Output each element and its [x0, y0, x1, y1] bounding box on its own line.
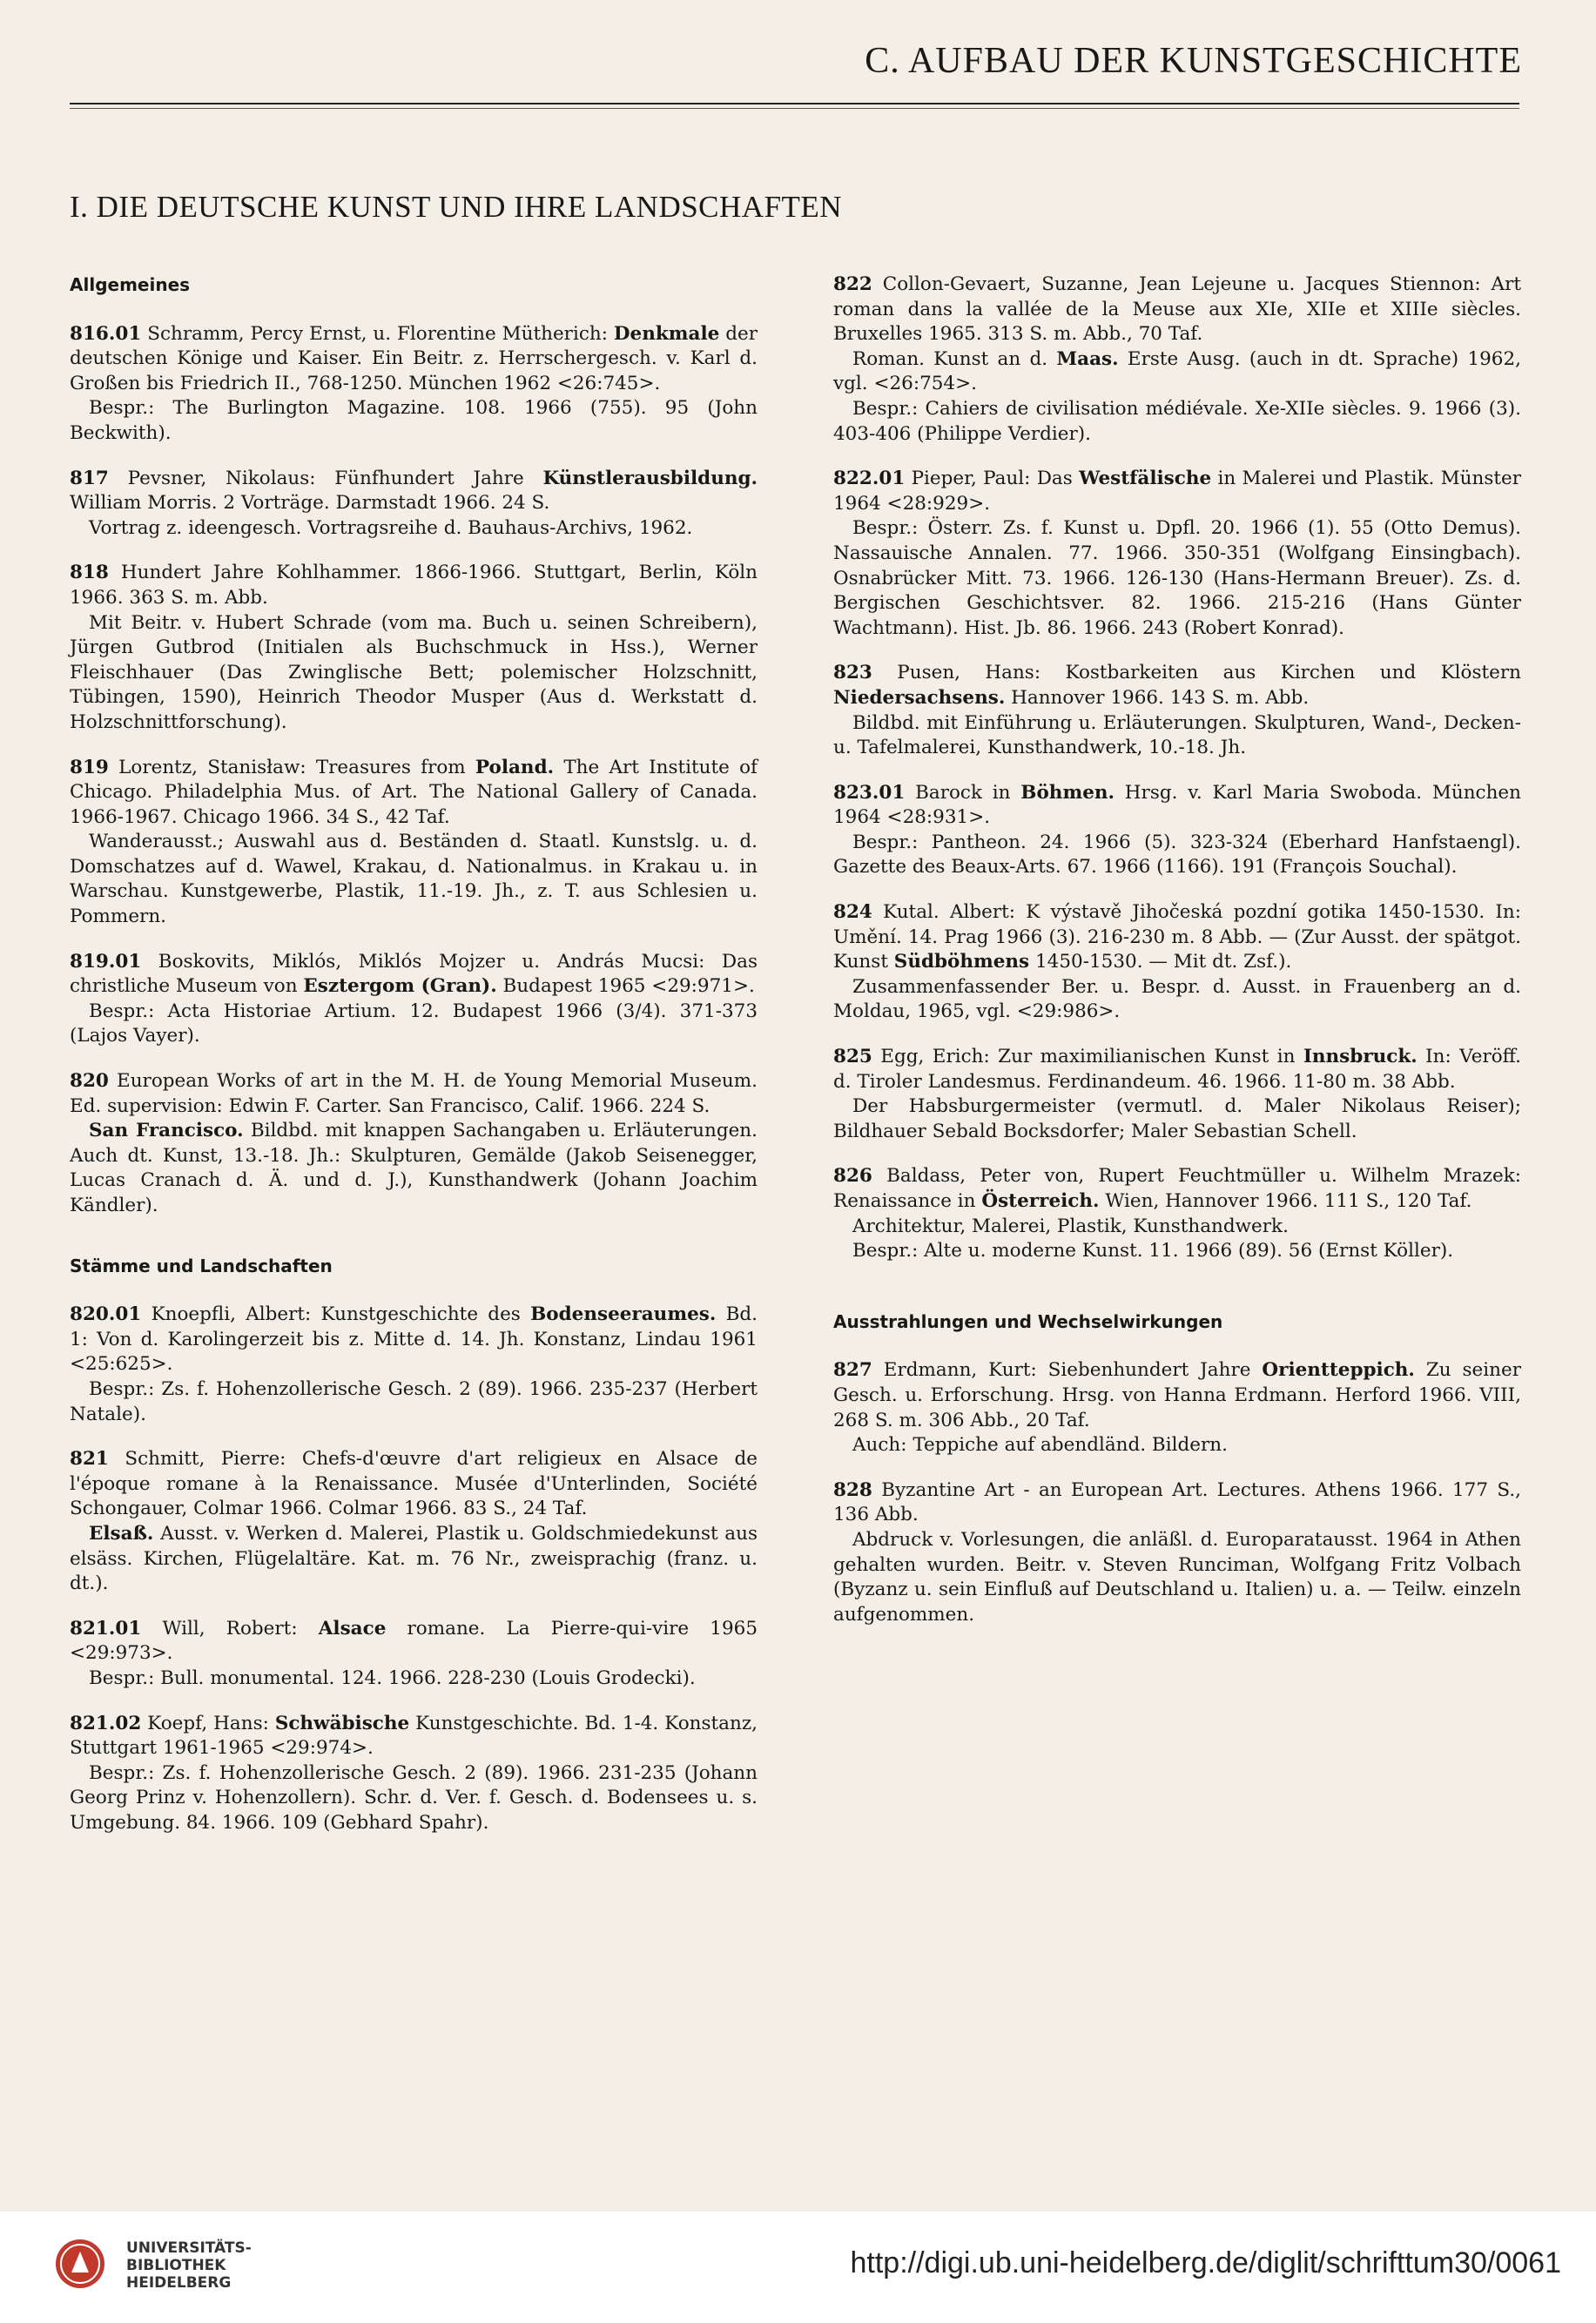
bibliography-entry — [833, 1478, 1521, 1628]
entry-note: Abdruck v. Vorlesungen, die anläßl. d. Europaratausst. 1964 in Athen gehalten wurden. Beitr. v. Steven Runciman, Wolfgang Fritz Volbach (Byzanz u. sein Einfluß auf Deutschland u. Italien) u. a. — Teilw. einzeln aufgenommen. — [833, 1528, 1521, 1626]
entry-note: Zusammenfassender Ber. u. Bespr. d. Ausst. in Frauenberg an d. Moldau, 1965, vgl. <29:986>. — [833, 975, 1521, 1023]
entry-keyword: Esztergom (Gran). — [303, 975, 497, 998]
entry-number: 816.01 — [70, 322, 142, 345]
entry-note: Vortrag z. ideengesch. Vortragsreihe d. Bauhaus-Archivs, 1962. — [89, 516, 693, 539]
entry-keyword: San Francisco. — [89, 1120, 244, 1142]
entry-citation: Baldass, Peter von, Rupert Feuchtmüller u. Wilhelm Mrazek: Renaissance in — [833, 1165, 1521, 1212]
bibliography-entry — [70, 322, 758, 447]
entry-number: 823.01 — [833, 781, 906, 804]
bibliography-entry — [833, 467, 1521, 641]
entry-citation: Barock in — [905, 781, 1021, 804]
subheading-ausstrahlungen: Ausstrahlungen und Wechselwirkungen — [833, 1310, 1223, 1332]
subheading-staemme: Stämme und Landschaften — [70, 1255, 333, 1276]
entry-keyword: Alsace — [318, 1617, 387, 1640]
entry-citation-rest: Kunstgeschichte. Bd. 1-4. Konstanz, Stuttgart 1961-1965 <29:974>. — [70, 1712, 758, 1760]
bibliography-entry — [70, 561, 758, 735]
header-divider-thin — [70, 108, 1519, 109]
entry-note: Bildbd. mit Einführung u. Erläuterungen. Skulpturen, Wand-, Decken- u. Tafelmalerei, Kunsthandwerk, 10.-18. Jh. — [833, 711, 1521, 759]
entry-keyword: Bodenseeraumes. — [530, 1303, 717, 1326]
bibliography-entry — [833, 1358, 1521, 1458]
entry-keyword: Niedersachsens. — [833, 686, 1006, 709]
entry-citation-rest: Hrsg. v. Karl Maria Swoboda. München 1964 <28:931>. — [833, 781, 1522, 829]
entry-keyword: Elsaß. — [89, 1522, 154, 1545]
bibliography-entry — [70, 1617, 758, 1692]
entry-citation: Hundert Jahre Kohlhammer. 1866-1966. Stuttgart, Berlin, Köln 1966. 363 S. m. Abb. — [70, 562, 758, 609]
bibliography-entry — [833, 661, 1521, 760]
entry-keyword: Südböhmens — [893, 951, 1030, 973]
bibliography-entry — [833, 781, 1521, 880]
entry-note: Architektur, Malerei, Plastik, Kunsthandwerk. — [852, 1215, 1289, 1237]
bibliography-entry — [70, 1447, 758, 1597]
entry-citation: Pevsner, Nikolaus: Fünfhundert Jahre — [108, 467, 543, 489]
entry-note: Mit Beitr. v. Hubert Schrade (vom ma. Buch u. seinen Schreibern), Jürgen Gutbrod (Initialen als Buchschmuck in Hss.), Werner Fleischhauer (Das Zwinglische Bett; polemischer Holzschnitt, Tübingen, 1590), Heinrich Theodor Musper (Aus d. Werkstatt d. Holzschnittforschung). — [70, 611, 758, 733]
bibliography-entry — [833, 1164, 1521, 1263]
entry-number: 826 — [833, 1165, 872, 1188]
entry-citation-rest: romane. La Pierre-qui-vire 1965 <29:973>. — [70, 1617, 758, 1665]
entry-keyword: Westfälische — [1079, 468, 1212, 490]
library-name: UNIVERSITÄTS- BIBLIOTHEK HEIDELBERG — [126, 2239, 252, 2292]
entry-keyword: Österreich. — [981, 1190, 1100, 1212]
entry-number: 818 — [70, 562, 109, 584]
entry-number: 828 — [833, 1478, 872, 1501]
entry-citation-rest: Wien, Hannover 1966. 111 S., 120 Taf. — [1099, 1190, 1472, 1212]
entry-number: 821.01 — [70, 1617, 142, 1640]
bibliography-entry — [70, 1069, 758, 1219]
entry-citation-rest: Zu seiner Gesch. u. Erforschung. Hrsg. von Hanna Erdmann. Herford 1966. VIII, 268 S. m. 306 Abb., 20 Taf. — [833, 1359, 1522, 1431]
library-footer — [0, 2212, 1596, 2323]
entry-citation: Byzantine Art - an European Art. Lectures. Athens 1966. 177 S., 136 Abb. — [833, 1478, 1521, 1526]
entry-keyword: Poland. — [475, 756, 555, 778]
entry-citation-rest: In: Veröff. d. Tiroler Landesmus. Ferdinandeum. 46. 1966. 11-80 m. 38 Abb. — [833, 1046, 1522, 1093]
entry-note: Bespr.: Acta Historiae Artium. 12. Budapest 1966 (3/4). 371-373 (Lajos Vayer). — [70, 1000, 758, 1047]
entry-citation-rest: in Malerei und Plastik. Münster 1964 <28:929>. — [833, 468, 1521, 515]
entry-number: 821 — [70, 1448, 109, 1471]
bibliography-entry — [833, 1045, 1521, 1144]
entry-note: Auch: Teppiche auf abendländ. Bildern. — [852, 1434, 1228, 1457]
entry-note: Bespr.: The Burlington Magazine. 108. 1966 (755). 95 (John Beckwith). — [70, 397, 758, 444]
bibliography-entry — [70, 950, 758, 1049]
entry-keyword: Böhmen. — [1020, 781, 1115, 804]
bibliography-entry — [70, 756, 758, 930]
entry-number: 825 — [833, 1046, 872, 1068]
bibliography-entry — [70, 1712, 758, 1836]
entry-citation: Knoepfli, Albert: Kunstgeschichte des — [141, 1303, 531, 1326]
entry-citation-rest: Budapest 1965 <29:971>. — [496, 975, 755, 998]
entry-citation: European Works of art in the M. H. de Young Memorial Museum. Ed. supervision: Edwin F. Carter. San Francisco, Calif. 1966. 224 S. — [70, 1070, 758, 1117]
entry-number: 822.01 — [833, 468, 906, 490]
entry-keyword: Schwäbische — [274, 1712, 410, 1734]
subheading-allgemeines: Allgemeines — [70, 274, 191, 295]
entry-citation-rest: William Morris. 2 Vorträge. Darmstadt 1966. 24 S. — [70, 492, 550, 515]
entry-citation: Collon-Gevaert, Suzanne, Jean Lejeune u. Jacques Stiennon: Art roman dans la vallée de la Meuse aux XIe, XIIe et XIIIe siècles. Bruxelles 1965. 313 S. m. Abb., 70 Taf. — [833, 273, 1521, 346]
entry-keyword: Künstlerausbildung. — [542, 467, 758, 489]
entry-keyword: Maas. — [1056, 347, 1119, 370]
entry-note: Roman. Kunst an d. — [852, 347, 1057, 370]
entry-citation-rest: The Art Institute of Chicago. Philadelphia Mus. of Art. The National Gallery of Canada. 1966-1967. Chicago 1966. 34 S., 42 Taf. — [70, 756, 758, 828]
entry-note: Bildbd. mit knappen Sachangaben u. Erläuterungen. Auch dt. Kunst, 13.-18. Jh.: Skulpturen, Gemälde (Jakob Seisenegger, Lucas Cranach d. Ä. und d. J.), Kunsthandwerk (Johann Joachim Kändler). — [70, 1120, 758, 1216]
entry-number: 822 — [833, 273, 872, 295]
entry-note-rest: Erste Ausg. (auch in dt. Sprache) 1962, vgl. <26:754>. — [833, 347, 1521, 395]
entry-number: 820 — [70, 1070, 109, 1093]
entry-number: 819.01 — [70, 950, 142, 973]
entry-note: Der Habsburgermeister (vermutl. d. Maler Nikolaus Reiser); Bildhauer Sebald Bocksdorfer; Maler Sebastian Schell. — [833, 1095, 1521, 1142]
bibliography-entry — [70, 1303, 758, 1427]
source-url-link[interactable]: http://digi.ub.uni-heidelberg.de/diglit/schrifttum30/0061 — [850, 2246, 1561, 2279]
section-title: I. DIE DEUTSCHE KUNST UND IHRE LANDSCHAFTEN — [70, 190, 843, 224]
header-divider — [70, 103, 1519, 104]
entry-number: 823 — [833, 662, 872, 684]
entry-note: Bespr.: Österr. Zs. f. Kunst u. Dpfl. 20. 1966 (1). 55 (Otto Demus). Nassauische Annalen. 77. 1966. 350-351 (Wolfgang Einsingbach). Osnabrücker Mitt. 73. 1966. 126-130 (Hans-Hermann Breuer). Zs. d. Bergischen Geschichtsver. 82. 1966. 215-216 (Hans Günter Wachtmann). Hist. Jb. 86. 1966. 243 (Robert Konrad). — [833, 517, 1521, 639]
entry-note: Bespr.: Pantheon. 24. 1966 (5). 323-324 (Eberhard Hanfstaengl). Gazette des Beaux-Arts. 67. 1966 (1166). 191 (François Souchal). — [833, 831, 1521, 879]
left-column — [70, 273, 758, 1855]
entry-number: 827 — [833, 1359, 872, 1382]
entry-keyword: Innsbruck. — [1303, 1046, 1418, 1068]
entry-review: Bespr.: Cahiers de civilisation médiévale. Xe-XIIe siècles. 9. 1966 (3). 403-406 (Philippe Verdier). — [833, 397, 1521, 445]
right-column — [833, 273, 1521, 1647]
entry-citation-rest: der deutschen Könige und Kaiser. Ein Beitr. z. Herrschergesch. v. Karl d. Großen bis Friedrich II., 768-1250. München 1962 <26:745>. — [70, 322, 758, 394]
entry-note: Bespr.: Zs. f. Hohenzollerische Gesch. 2 (89). 1966. 231-235 (Johann Georg Prinz v. Hohenzollern). Schr. d. Ver. f. Gesch. d. Bodensees u. s. Umgebung. 84. 1966. 109 (Gebhard Spahr). — [70, 1761, 758, 1834]
entry-citation: Schramm, Percy Ernst, u. Florentine Mütherich: — [141, 322, 614, 345]
bibliography-entry — [70, 467, 758, 542]
entry-keyword: Orientteppich. — [1262, 1359, 1415, 1382]
entry-note: Wanderausst.; Auswahl aus d. Beständen d. Staatl. Kunstslg. u. d. Domschatzes auf d. Wawel, Krakau, d. Nationalmus. in Krakau u. in Warschau. Kunstgewerbe, Plastik, 11.-19. Jh., z. T. aus Schlesien u. Pommern. — [70, 831, 758, 928]
entry-number: 821.02 — [70, 1712, 142, 1734]
entry-citation-rest: 1450-1530. — Mit dt. Zsf.). — [1029, 951, 1292, 973]
entry-citation: Pusen, Hans: Kostbarkeiten aus Kirchen und Klöstern — [872, 662, 1521, 684]
entry-citation: Lorentz, Stanisław: Treasures from — [108, 756, 475, 778]
entry-citation: Will, Robert: — [141, 1617, 319, 1640]
entry-citation-rest: Bd. 1: Von d. Karolingerzeit bis z. Mitte d. 14. Jh. Konstanz, Lindau 1961 <25:625>. — [70, 1303, 758, 1376]
bibliography-entry — [833, 273, 1521, 447]
entry-number: 817 — [70, 467, 109, 489]
university-seal-icon — [54, 2238, 106, 2290]
entry-citation: Erdmann, Kurt: Siebenhundert Jahre — [872, 1359, 1263, 1382]
entry-citation: Schmitt, Pierre: Chefs-d'œuvre d'art religieux en Alsace de l'époque romane à la Renaissance. Musée d'Unterlinden, Société Schongauer, Colmar 1966. Colmar 1966. 83 S., 24 Taf. — [70, 1448, 758, 1520]
entry-note: Bespr.: Zs. f. Hohenzollerische Gesch. 2 (89). 1966. 235-237 (Herbert Natale). — [70, 1377, 758, 1425]
entry-citation: Pieper, Paul: Das — [905, 468, 1080, 490]
bibliography-entry — [833, 900, 1521, 1025]
entry-note: Ausst. v. Werken d. Malerei, Plastik u. Goldschmiedekunst aus elsäss. Kirchen, Flügelaltäre. Kat. m. 76 Nr., zweisprachig (franz. u. dt.). — [70, 1522, 758, 1595]
entry-note: Bespr.: Bull. monumental. 124. 1966. 228-230 (Louis Grodecki). — [89, 1666, 696, 1689]
entry-citation: Koepf, Hans: — [141, 1712, 275, 1734]
entry-review: Bespr.: Alte u. moderne Kunst. 11. 1966 (89). 56 (Ernst Köller). — [852, 1240, 1454, 1262]
entry-citation-rest: Hannover 1966. 143 S. m. Abb. — [1005, 686, 1310, 709]
entry-citation: Kutal. Albert: K výstavě Jihočeská pozdní gotika 1450-1530. In: Umění. 14. Prag 1966 (3). 216-230 m. 8 Abb. — (Zur Ausst. der spätgot. Kunst — [833, 901, 1521, 973]
entry-number: 819 — [70, 756, 109, 778]
entry-citation: Boskovits, Miklós, Miklós Mojzer u. András Mucsi: Das christliche Museum von — [70, 950, 758, 998]
chapter-title: C. AUFBAU DER KUNSTGESCHICHTE — [865, 41, 1522, 81]
entry-number: 824 — [833, 901, 872, 924]
entry-number: 820.01 — [70, 1303, 142, 1326]
entry-keyword: Denkmale — [613, 322, 720, 345]
entry-citation: Egg, Erich: Zur maximilianischen Kunst in — [872, 1046, 1303, 1068]
